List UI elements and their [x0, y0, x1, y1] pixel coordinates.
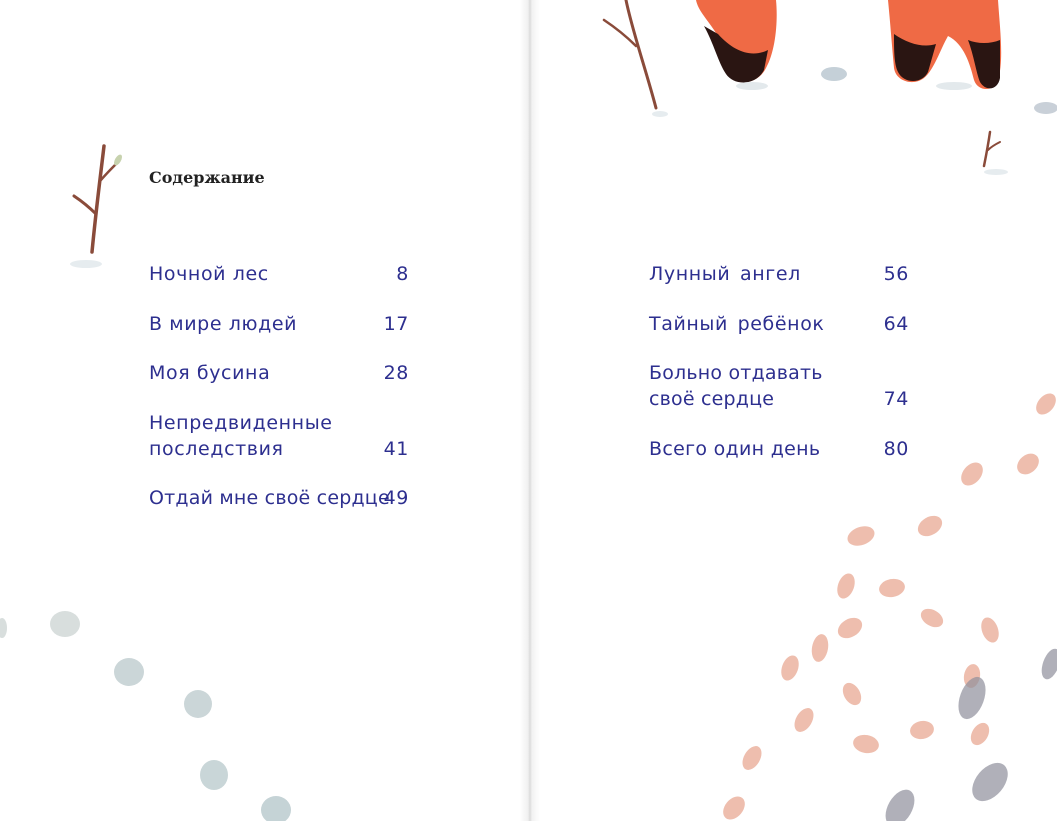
toc-entry[interactable] — [149, 360, 409, 386]
toc-entry-page: 49 — [383, 487, 409, 509]
fox-legs-icon — [696, 0, 1057, 114]
toc-entry-title: Непредвиденные последствия — [149, 412, 333, 460]
toc-entry[interactable] — [649, 436, 909, 462]
toc-entry[interactable] — [649, 360, 909, 412]
toc-entry[interactable] — [649, 311, 909, 337]
toc-entry-page: 64 — [883, 313, 909, 335]
toc-entry[interactable] — [149, 485, 409, 511]
toc-entry[interactable] — [149, 311, 409, 337]
toc-entry-page: 8 — [396, 263, 409, 285]
toc-entry-title: Всего один день — [649, 438, 821, 460]
toc-entry-page: 56 — [883, 263, 909, 285]
twig-icon — [984, 132, 1008, 175]
toc-entry-title: Отдай мне своё сердце — [149, 487, 390, 509]
toc-entry[interactable] — [649, 261, 909, 287]
toc-entry-title: Моя бусина — [149, 362, 271, 384]
toc-entry-title: Больно отдавать своё сердце — [649, 362, 823, 410]
toc-entry-title: Ночной лес — [149, 263, 269, 285]
right-page — [528, 0, 1057, 821]
toc-entry[interactable] — [149, 261, 409, 287]
toc-entry-title: В мире людей — [149, 313, 298, 335]
book-spine-shadow — [520, 0, 540, 821]
left-page — [0, 0, 528, 821]
toc-entry-page: 28 — [383, 362, 409, 384]
toc-heading: Содержание — [149, 168, 265, 187]
toc-entry-title: Лунный ангел — [649, 263, 801, 285]
toc-entry-page: 74 — [883, 388, 909, 410]
toc-entry[interactable] — [149, 410, 409, 462]
toc-entry-page: 80 — [883, 438, 909, 460]
toc-entry-page: 17 — [383, 313, 409, 335]
twig-icon — [70, 146, 124, 268]
twig-icon — [604, 0, 668, 117]
toc-entry-title: Тайный ребёнок — [649, 313, 825, 335]
toc-entry-page: 41 — [383, 438, 409, 460]
